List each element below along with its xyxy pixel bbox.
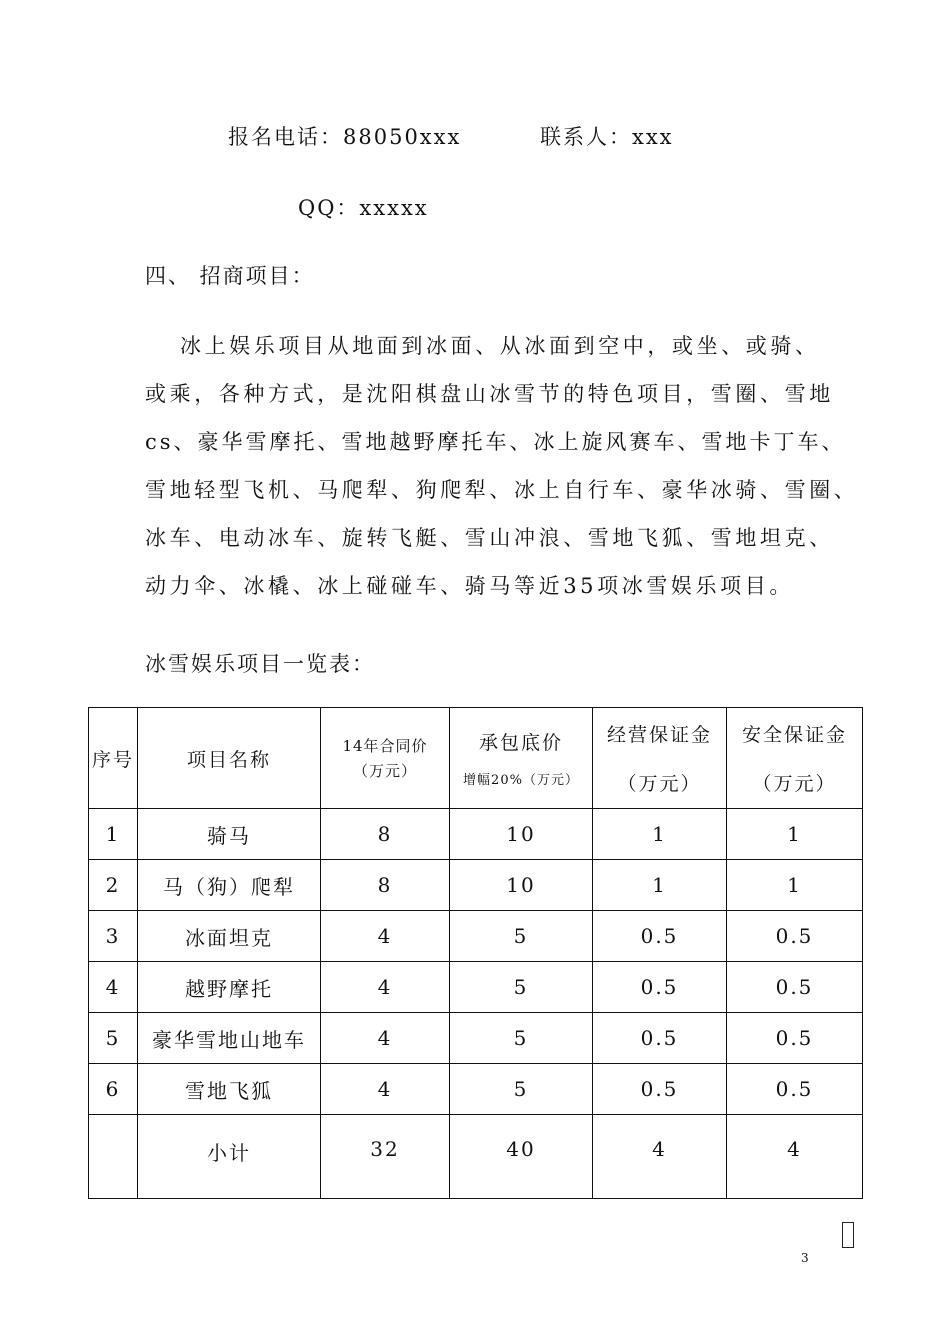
cell-safety: 0.5	[727, 1013, 863, 1064]
paragraph-line: 或乘，各种方式，是沈阳棋盘山冰雪节的特色项目，雪圈、雪地	[145, 382, 834, 406]
cell-base: 5	[450, 962, 593, 1013]
cell-base: 5	[450, 911, 593, 962]
items-table	[88, 707, 863, 1199]
missing-glyph-icon	[842, 1222, 854, 1248]
cell-name: 马（狗）爬犁	[138, 860, 321, 911]
cell-name: 雪地飞狐	[138, 1064, 321, 1115]
cell-safety: 1	[727, 860, 863, 911]
header-seq-label: 序号	[91, 748, 134, 771]
cell-base: 10	[450, 860, 593, 911]
table-row	[89, 809, 863, 860]
phone-text: 报名电话：88050xxx	[228, 125, 462, 149]
page-number: 3	[801, 1251, 809, 1265]
cell-op: 0.5	[593, 1013, 727, 1064]
header-contract-line2: （万元）	[352, 762, 417, 780]
cell-seq: 4	[89, 962, 138, 1013]
table-row	[89, 962, 863, 1013]
cell-seq: 3	[89, 911, 138, 962]
qq-text: QQ：xxxxx	[298, 196, 429, 220]
header-op-line2: （万元）	[617, 773, 702, 795]
cell-seq: 1	[89, 809, 138, 860]
cell-base: 5	[450, 1013, 593, 1064]
header-safety-line2: （万元）	[752, 773, 837, 795]
table-row	[89, 911, 863, 962]
cell-seq: 5	[89, 1013, 138, 1064]
cell-contract: 4	[321, 1013, 450, 1064]
cell-safety: 1	[727, 809, 863, 860]
cell-safety: 0.5	[727, 911, 863, 962]
cell-base: 5	[450, 1064, 593, 1115]
cell-contract: 4	[321, 962, 450, 1013]
table-row	[89, 1064, 863, 1115]
cell-contract: 4	[321, 1064, 450, 1115]
table-row	[89, 860, 863, 911]
cell-name: 越野摩托	[138, 962, 321, 1013]
cell-contract: 8	[321, 860, 450, 911]
contact-person-text: 联系人：xxx	[540, 125, 674, 149]
paragraph-line: 动力伞、冰橇、冰上碰碰车、骑马等近35项冰雪娱乐项目。	[145, 574, 794, 598]
cell-contract: 4	[321, 911, 450, 962]
paragraph-line: 雪地轻型飞机、马爬犁、狗爬犁、冰上自行车、豪华冰骑、雪圈、	[145, 478, 859, 502]
header-base-line1: 承包底价	[478, 732, 563, 754]
paragraph-line: cs、豪华雪摩托、雪地越野摩托车、冰上旋风赛车、雪地卡丁车、	[145, 430, 846, 454]
table-title: 冰雪娱乐项目一览表：	[145, 652, 375, 676]
cell-op: 1	[593, 860, 727, 911]
table-header-row	[89, 708, 863, 809]
cell-op: 1	[593, 809, 727, 860]
cell-op: 4	[593, 1115, 727, 1199]
header-contract-line1: 14年合同价	[342, 737, 428, 755]
header-base	[450, 708, 593, 809]
cell-name: 豪华雪地山地车	[138, 1013, 321, 1064]
cell-op: 0.5	[593, 962, 727, 1013]
cell-op: 0.5	[593, 1064, 727, 1115]
cell-seq: 6	[89, 1064, 138, 1115]
cell-name: 骑马	[138, 809, 321, 860]
header-name	[138, 708, 321, 809]
header-op	[593, 708, 727, 809]
cell-seq: 2	[89, 860, 138, 911]
cell-seq	[89, 1115, 138, 1199]
cell-safety: 0.5	[727, 1064, 863, 1115]
cell-name: 小计	[138, 1115, 321, 1199]
header-name-label: 项目名称	[186, 748, 271, 771]
cell-contract: 8	[321, 809, 450, 860]
section-heading: 四、 招商项目：	[145, 264, 315, 288]
cell-safety: 4	[727, 1115, 863, 1199]
header-contract	[321, 708, 450, 809]
header-op-line1: 经营保证金	[606, 724, 712, 746]
cell-op: 0.5	[593, 911, 727, 962]
paragraph-line: 冰车、电动冰车、旋转飞艇、雪山冲浪、雪地飞狐、雪地坦克、	[145, 526, 834, 550]
header-base-line2: 增幅20%（万元）	[463, 773, 579, 788]
header-safety-line1: 安全保证金	[741, 724, 847, 746]
header-seq	[89, 708, 138, 809]
cell-base: 10	[450, 809, 593, 860]
paragraph-line: 冰上娱乐项目从地面到冰面、从冰面到空中，或坐、或骑、	[180, 334, 820, 358]
cell-name: 冰面坦克	[138, 911, 321, 962]
header-safety	[727, 708, 863, 809]
table-row	[89, 1013, 863, 1064]
cell-contract: 32	[321, 1115, 450, 1199]
cell-base: 40	[450, 1115, 593, 1199]
table-subtotal-row	[89, 1115, 863, 1199]
cell-safety: 0.5	[727, 962, 863, 1013]
